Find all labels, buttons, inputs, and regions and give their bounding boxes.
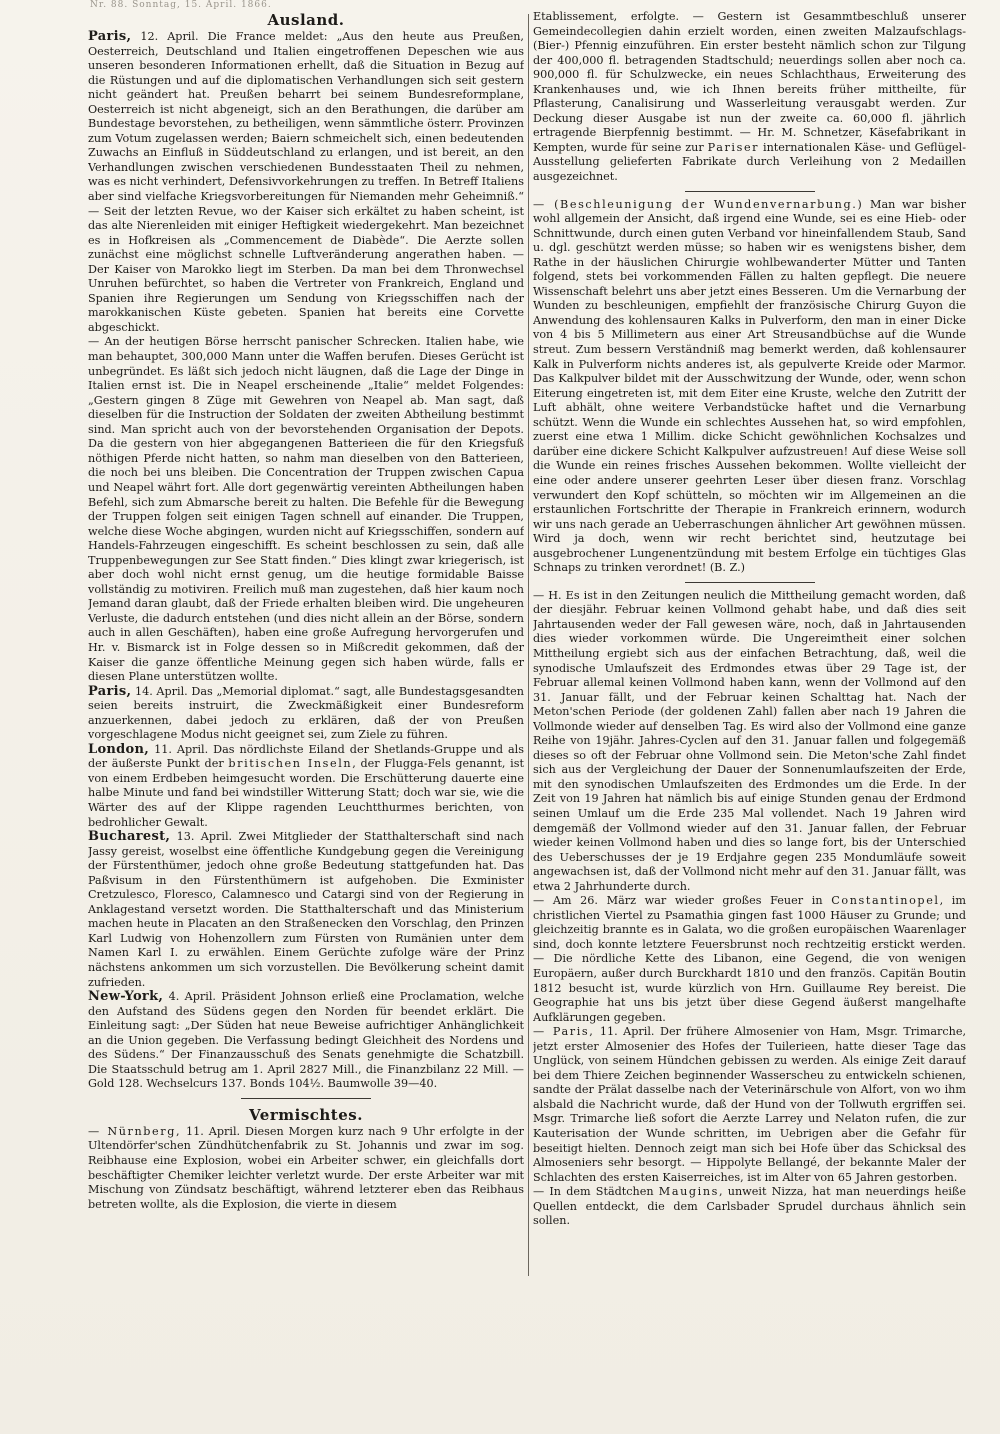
emphasis-text: britischen Inseln (228, 757, 353, 771)
article-text: — In dem Städtchen (533, 1185, 659, 1199)
column-rule (528, 14, 529, 1276)
article-nuernberg (88, 1125, 524, 1212)
article-text: 12. April. Die France meldet: „Aus den heute aus Preußen, Oesterreich, Deutschland und Italien eingetroffenen Depeschen wie aus unseren besonderen Informationen erhellt, daß die Situation in Bezug auf die Rüstungen und auf die diplomatischen Verhandlungen sich seit gestern nicht geändert hat. Preußen beharrt bei seinem Bundesreformplane, Oesterreich ist nicht abgeneigt, sich an den Berathungen, die darüber am Bundestage bevorstehen, zu betheiligen, wenn sämmtliche österr. Provinzen zum Votum zugelassen werden; Baiern schmeichelt sich, einen bedeutenden Zuwachs an Einfluß in Süddeutschland zu erlangen, und ist bereit, an den Verhandlungen zwischen verschiedenen Bundesstaaten Theil zu nehmen, was es nicht verhindert, Defensivvorkehrungen zu treffen. In Betreff Italiens aber sind vielfache Kriegsvorbereitungen für Niemanden mehr Geheimniß.“ — Seit der letzten Revue, wo der Kaiser sich erkältet zu haben scheint, ist das alte Nierenleiden mit einiger Heftigkeit wiedergekehrt. Man bezeichnet es in Hofkreisen als „Commencement de Diabède“. Die Aerzte sollen zunächst eine möglichst schnelle Luftveränderung angerathen haben. — Der Kaiser von Marokko liegt im Sterben. Da man bei dem Thronwechsel Unruhen befürchtet, so haben die Vertreter von Frankreich, England und Spanien ihre Regierungen um Sendung von Kriegsschiffen nach der marokkanischen Küste gebeten. Spanien hat bereits eine Corvette abgeschickt. (88, 30, 524, 334)
article-constantinopel (533, 894, 966, 1025)
emphasis-text: Constantinopel (831, 894, 940, 908)
article-text: , unweit Nizza, hat man neuerdings heiße Quellen entdeckt, die dem Carlsbader Sprudel durchaus ähnlich sein sollen. (533, 1185, 966, 1228)
right-column (533, 10, 966, 1290)
article-paris-14-april (88, 685, 524, 743)
article-paris-12-april (88, 30, 524, 335)
article-text: Etablissement, erfolgte. — Gestern ist Gesammtbeschluß unserer Gemeindecollegien dahin erzielt worden, einen zweiten Malzaufschlags- (Bier-) Pfennig einzuführen. Ein erster besteht nämlich schon zur Tilgung der 400,000 fl. betragenden Stadtschuld; neuerdings sollen aber noch ca. 900,000 fl. für Schulzwecke, ein neues Schlachthaus, Erweiterung des Krankenhauses und, wie ich Ihnen bereits früher mittheilte, für Pflasterung, Canalisirung und Wasserleitung verausgabt werden. Zur Deckung dieser Ausgabe ist nun der zweite ca. 60,000 fl. jährlich ertragende Bierpfennig bestimmt. — Hr. M. Schnetzer, Käsefabrikant in Kempten, wurde für seine zur (533, 10, 966, 154)
article-divider (685, 582, 815, 583)
article-text: 13. April. Zwei Mitglieder der Statthalterschaft sind nach Jassy gereist, woselbst eine öffentliche Kundgebung gegen die Vereinigung der Fürstenthümer, jedoch ohne große Bedeutung stattgefunden hat. Das Paßvisum in den Fürstenthümern ist aufgehoben. Die Exminister Cretzulesco, Floresco, Calamnesco und Catargi sind von der Regierung in Anklagestand versetzt worden. Die Statthalterschaft und das Ministerium machen heute in Placaten an den Straßenecken den Vorschlag, den Prinzen Karl Ludwig von Hohenzollern zum Fürsten von Rumänien unter dem Namen Karl I. zu erwählen. Einem Gerüchte zufolge wäre der Prinz nächstens ankommen um sich vorzustellen. Die Bevölkerung scheint damit zufrieden. (88, 830, 524, 989)
article-divider (685, 191, 815, 192)
article-wundenvernarbung (533, 198, 966, 576)
dateline: Paris, (88, 29, 132, 44)
dateline: New-York, (88, 989, 164, 1005)
emphasis-text: Maugins (658, 1185, 719, 1199)
article-paris-almosenier (533, 1025, 966, 1185)
article-text: 4. April. Präsident Johnson erließ eine Proclamation, welche den Aufstand des Südens gegen den Norden für beendet erklärt. Die Einleitung sagt: „Der Süden hat neue Beweise aufrichtiger Anhänglichkeit an die Union gegeben. Die Verfassung bedingt Gleichheit des Nordens und des Südens.“ Der Finanzausschuß des Senats genehmigte die Schatzbill. Die Staatsschuld betrug am 1. April 2827 Mill., die Finanzbilanz 22 Mill. — Gold 128. Wechselcurs 137. Bonds 104½. Baumwolle 39—40. (88, 990, 524, 1091)
article-text: — Am 26. März war wieder großes Feuer in (533, 894, 832, 908)
article-continuation (533, 10, 966, 185)
article-text: 14. April. Das „Memorial diplomat.“ sagt, alle Bundestagsgesandten seien bereits instruirt, die Zweckmäßigkeit einer Bundesreform anzuerkennen, dabei jedoch zu erklären, daß der von Preußen vorgeschlagene Modus nicht geeignet sei, zum Ziele zu führen. (88, 684, 524, 742)
emphasis-text: Pariser (707, 140, 760, 154)
dateline: London, (88, 741, 150, 757)
article-london (88, 743, 524, 830)
article-text: 11. April. Das nördlichste Eiland der Shetlands-Gruppe und als der äußerste Punkt der (88, 742, 524, 771)
article-vollmond (533, 589, 966, 894)
article-text: , im christlichen Viertel zu Psamathia gingen fast 1000 Häuser zu Grunde; und gleichzeitig brannte es in Galata, wo die großen europäischen Waarenlager sind, doch konnte letztere Feuersbrunst noch rechtzeitig erstickt werden. — Die nördliche Kette des Libanon, eine Gegend, die von wenigen Europäern, außer durch Burckhardt 1810 und den französ. Capitän Boutin 1812 besucht ist, wurde kürzlich von Hrn. Guillaume Rey bereist. Die Geographie hat uns bis jetzt über diese Gegend äußerst mangelhafte Aufklärungen gegeben. (533, 894, 966, 1024)
section-heading-vermischtes: Vermischtes. (249, 1105, 363, 1124)
article-text: internationalen Käse- und Geflügel-Ausstellung gelieferten Fabrikate durch Verleihung von 2 Medaillen ausgezeichnet. (533, 140, 966, 184)
dateline: Bucharest, (88, 829, 171, 845)
article-text: 11. April. Der frühere Almosenier von Ham, Msgr. Trimarche, jetzt erster Almosenier des Hofes der Tuilerieen, hatte dieser Tage das Unglück, von seinem Hündchen gebissen zu werden. Als einige Zeit darauf bei dem Thiere Zeichen beginnender Wasserscheu zu entwickeln schienen, sandte der Prälat dasselbe nach der Veterinärschule von Alfort, von wo ihm alsbald die Nachricht wurde, daß der Hund von der Tollwuth ergriffen sei. Msgr. Trimarche ließ sofort die Aerzte Larrey und Nelaton rufen, die zur Kauterisation der Wunde schritten, im Uebrigen aber die Gefahr für beseitigt hielten. Dennoch zeigt man sich bei Hofe über das Schicksal des Almoseniers sehr besorgt. — Hippolyte Bellangé, der bekannte Maler der Schlachten des ersten Kaiserreiches, ist im Alter von 65 Jahren gestorben. (533, 1025, 966, 1184)
article-text: , der Flugga-Fels genannt, ist von einem Erdbeben heimgesucht worden. Die Erschütterung dauerte eine halbe Minute und fand bei windstiller Witterung Statt; doch war sie, wie die Wärter des auf der Klippe ragenden Leuchtthurmes berichten, von bedrohlicher Gewalt. (88, 757, 524, 829)
dateline: — Nürnberg, (88, 1124, 182, 1138)
dateline: Paris, (88, 683, 132, 699)
article-text: — An der heutigen Börse herrscht panischer Schrecken. Italien habe, wie man behauptet, 300,000 Mann unter die Waffen berufen. Dieses Gerücht ist unbegründet. Es läßt sich jedoch nicht läugnen, daß die Lage der Dinge in Italien ernst ist. Die in Neapel erscheinende „Italie“ meldet Folgendes: „Gestern gingen 8 Züge mit Gewehren von Neapel ab. Man sagt, daß dieselben für die Instruction der Soldaten der zweiten Abtheilung bestimmt sind. Man spricht auch von der bevorstehenden Organisation der Depots. Da die gestern von hier abgegangenen Batterieen die für den Kriegsfuß nöthigen Pferde nicht hatten, so nahm man dieselben von den Batterieen, die noch bei uns bleiben. Die Concentration der Truppen zwischen Capua und Neapel währt fort. Alle dort gegenwärtig vereinten Abtheilungen haben Befehl, sich zum Abmarsche bereit zu halten. Die Befehle für die Bewegung der Truppen folgen seit einigen Tagen schnell auf einander. Die Truppen, welche diese Woche abgingen, wurden nicht auf Kriegsschiffen, sondern auf Handels-Fahrzeugen eingeschifft. Es scheint beschlossen zu sein, daß alle Truppenbewegungen zur See Statt finden.“ Dies klingt zwar kriegerisch, ist aber doch wohl nicht ernst genug, um die heutige formidable Baisse vollständig zu motiviren. Freilich muß man zugestehen, daß hier kaum noch Jemand daran glaubt, daß der Friede erhalten bleiben wird. Die ungeheuren Verluste, die dadurch entstehen (und dies nicht allein an der Börse, sondern auch in allen Geschäften), haben eine große Aufregung hervorgerufen und Hr. v. Bismarck ist in Folge dessen so in Mißcredit gekommen, daß der Kaiser die ganze öffentliche Meinung gegen sich haben würde, falls er diesen Plane unterstützen wollte. (88, 335, 524, 684)
article-new-york (88, 990, 524, 1092)
article-lead: — (Beschleunigung der Wundenvernarbung.) (533, 197, 864, 211)
section-heading-ausland: Ausland. (267, 11, 345, 29)
article-maugins (533, 1185, 966, 1229)
article-text: 11. April. Diesen Morgen kurz nach 9 Uhr erfolgte in der Ultendörfer'schen Zündhütchenfabrik zu St. Johannis und zwar im sog. Reibhause eine Explosion, wobei ein Arbeiter schwer, ein gleichfalls dort beschäftigter Chemiker leichter verletzt wurde. Der erste Arbeiter war mit Mischung von Zündsatz beschäftigt, während letzterer eben das Reibhaus betreten wollte, als die Explosion, die vierte in diesem (88, 1124, 524, 1211)
section-divider (241, 1098, 371, 1099)
article-text: Man war bisher wohl allgemein der Ansicht, daß irgend eine Wunde, sei es eine Hieb- oder Schnittwunde, durch einen guten Verband vor hineinfallendem Staub, Sand u. dgl. geschützt werden müsse; so haben wir es wenigstens bisher, dem Rathe in der häuslichen Chirurgie wohlbewanderter Mütter und Tanten folgend, stets bei vorkommenden Fällen zu halten gepflegt. Die neuere Wissenschaft belehrt uns aber jetzt eines Besseren. Um die Vernarbung der Wunden zu beschleunigen, empfiehlt der französische Chirurg Guyon die Anwendung des kohlensauren Kalks in Pulverform, den man in einer Dicke von 4 bis 5 Millimetern aus einer Art Streusandbüchse auf die Wunde streut. Zum bessern Verständniß mag bemerkt werden, daß kohlensaurer Kalk in Pulverform nichts anderes ist, als gepulverte Kreide oder Marmor. Das Kalkpulver bildet mit der Ausschwitzung der Wunde, oder, wenn schon Eiterung eingetreten ist, mit dem Eiter eine Kruste, welche den Zutritt der Luft abhält, ohne weitere Verbandstücke haftet und die Vernarbung schützt. Wenn die Wunde ein schlechtes Aussehen hat, so wird empfohlen, zuerst eine etwa 1 Millim. dicke Schicht gewöhnlichen Kochsalzes und darüber eine dickere Schicht Kalkpulver aufzustreuen! Auf diese Weise soll die Wunde ein reines frisches Aussehen bekommen. Wollte vielleicht der eine oder andere unserer geehrten Leser über diesen franz. Vorschlag verwundert den Kopf schütteln, so möchten wir im Allgemeinen an die erstaunlichen Fortschritte der Therapie in Frankreich erinnern, wodurch wir uns nach gerade an Ueberraschungen ähnlicher Art gewöhnen müssen. Wird ja doch, wenn wir recht berichtet sind, heutzutage bei ausgebrochener Lungenentzündung mit bestem Erfolge ein tüchtiges Glas Schnaps zu trinken verordnet! (B. Z.) (533, 197, 966, 575)
page-header-strip: Nr. 88. Sonntag, 15. April. 1866. (90, 0, 272, 10)
dateline: — Paris, (533, 1025, 595, 1039)
article-bucharest (88, 830, 524, 990)
article-boerse (88, 335, 524, 684)
article-text: — H. Es ist in den Zeitungen neulich die Mittheilung gemacht worden, daß der diesjähr. Februar keinen Vollmond gehabt habe, und daß dies seit Jahrtausenden weder der Fall gewesen wäre, noch, daß in Jahrtausenden dies wieder vorkommen würde. Die Ungereimtheit einer solchen Mittheilung ergiebt sich aus der einfachen Betrachtung, daß, weil die synodische Umlaufszeit des Erdmondes etwas über 29 Tage ist, der Februar allemal keinen Vollmond haben kann, wenn der Vollmond auf den 31. Januar fällt, und der Februar keinen Schalttag hat. Nach der Meton'schen Periode (der goldenen Zahl) fallen aber nach 19 Jahren die Vollmonde wieder auf denselben Tag. Es wird also der Vollmond eine ganze Reihe von 19jähr. Jahres-Cyclen auf den 31. Januar fallen und folgegemäß dieses so oft der Februar ohne Vollmond sein. Die Meton'sche Zahl findet sich aus der Vergleichung der Dauer der Sonnenumlaufszeiten der Erde, mit den synodischen Umlaufszeiten des Erdmondes um die Erde. In der Zeit von 19 Jahren hat nämlich bis auf einige Stunden genau der Erdmond seinen Umlauf um die Erde 235 Mal vollendet. Nach 19 Jahren wird demgemäß der Vollmond wieder auf den 31. Januar fallen, der Februar wieder keinen Vollmond haben und dies so lange fort, bis der Unterschied des Ueberschusses der je 19 Erdjahre gegen 235 Mondumläufe soweit angewachsen ist, daß der Vollmond nicht mehr auf den 31. Januar fällt, was etwa 2 Jahrhunderte durch. (533, 588, 966, 893)
left-column (88, 10, 524, 1300)
